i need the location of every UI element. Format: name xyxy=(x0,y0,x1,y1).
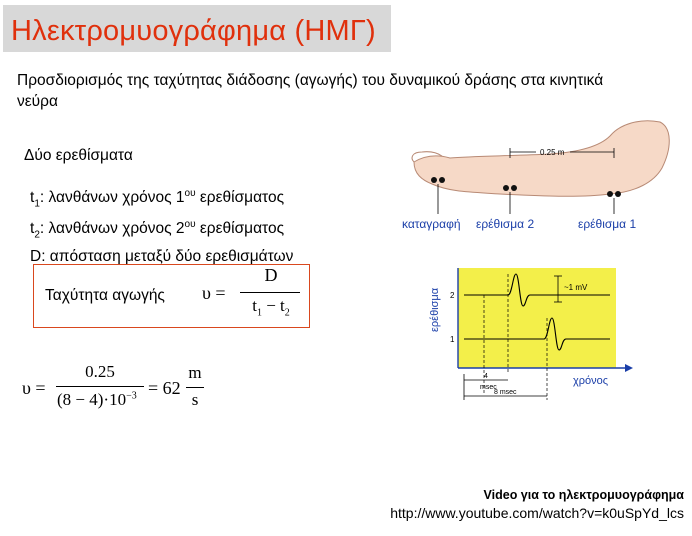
arm-outline xyxy=(414,121,669,197)
conduction-velocity-formula-box xyxy=(33,264,310,328)
amplitude-label: ~1 mV xyxy=(564,283,588,292)
stim2-electrode-2 xyxy=(511,185,517,191)
video-link[interactable]: http://www.youtube.com/watch?v=k0uSpYd_lcs xyxy=(390,505,684,521)
calc-unit-numerator: m xyxy=(188,363,202,382)
calc-denominator: $(8 - 4)\cdot 10^{-3}$ xyxy=(57,390,137,409)
arm-distance-label: 0.25 m xyxy=(540,148,565,157)
slide-title: Ηλεκτρομυογράφημα (ΗΜΓ) xyxy=(11,15,376,47)
calc-unit-bar xyxy=(186,387,204,388)
time-label-8: 8 msec xyxy=(494,389,517,396)
stim2-electrode-1 xyxy=(503,185,509,191)
stim1-electrode-2 xyxy=(615,191,621,197)
video-title: Video για το ηλεκτρομυογράφημα xyxy=(483,488,684,502)
time-label-4: 4 xyxy=(484,373,488,380)
arm-electrode-illustration xyxy=(402,118,680,238)
y-axis-label: ερέθισμα xyxy=(429,287,441,332)
slide-subtitle: Προσδιορισμός της ταχύτητας διάδοσης (αγωγής) του δυναμικού δράσης στα κινητικά νεύρα xyxy=(17,72,604,110)
definition-t1: $t_1$: λανθάνων χρόνος $1^{o\upsilon}$ ερεθίσματος xyxy=(30,188,285,210)
video-reference xyxy=(390,488,684,521)
definition-d: D: απόσταση μεταξύ δύο ερεθισμάτων xyxy=(30,247,294,265)
record-electrode-1 xyxy=(431,177,437,183)
calc-result: = 62 xyxy=(148,378,181,398)
calc-unit-denominator: s xyxy=(191,390,199,409)
calc-fraction-bar xyxy=(56,386,144,387)
definitions-list xyxy=(30,183,293,267)
formula-fraction-bar xyxy=(240,292,300,293)
stim1-electrode-1 xyxy=(607,191,613,197)
calc-lhs: υ = xyxy=(22,378,46,398)
tick-label-1: 1 xyxy=(450,335,455,344)
definition-t2: $t_2$: λανθάνων χρόνος $2^{o\upsilon}$ ερεθίσματος xyxy=(30,219,285,241)
label-stimulus-1: ερέθισμα 1 xyxy=(578,217,637,231)
formula-denominator: $t_1 - t_2$ xyxy=(252,296,290,319)
two-stimuli-heading: Δύο ερεθίσματα xyxy=(24,147,133,164)
calc-numerator: 0.25 xyxy=(85,362,115,381)
formula-lhs: υ = xyxy=(202,283,226,303)
title-banner xyxy=(3,5,391,52)
time-label-4-unit: msec xyxy=(480,384,497,391)
tick-label-2: 2 xyxy=(450,291,455,300)
label-recording: καταγραφή xyxy=(402,217,461,231)
x-axis-arrow xyxy=(625,364,633,372)
record-electrode-2 xyxy=(439,177,445,183)
trace-panel xyxy=(458,268,616,368)
x-axis-label: χρόνος xyxy=(573,375,609,387)
label-stimulus-2: ερέθισμα 2 xyxy=(476,217,535,231)
emg-trace-figure xyxy=(420,262,650,410)
formula-numerator: D xyxy=(264,265,278,285)
formula-label: Ταχύτητα αγωγής xyxy=(45,287,165,304)
